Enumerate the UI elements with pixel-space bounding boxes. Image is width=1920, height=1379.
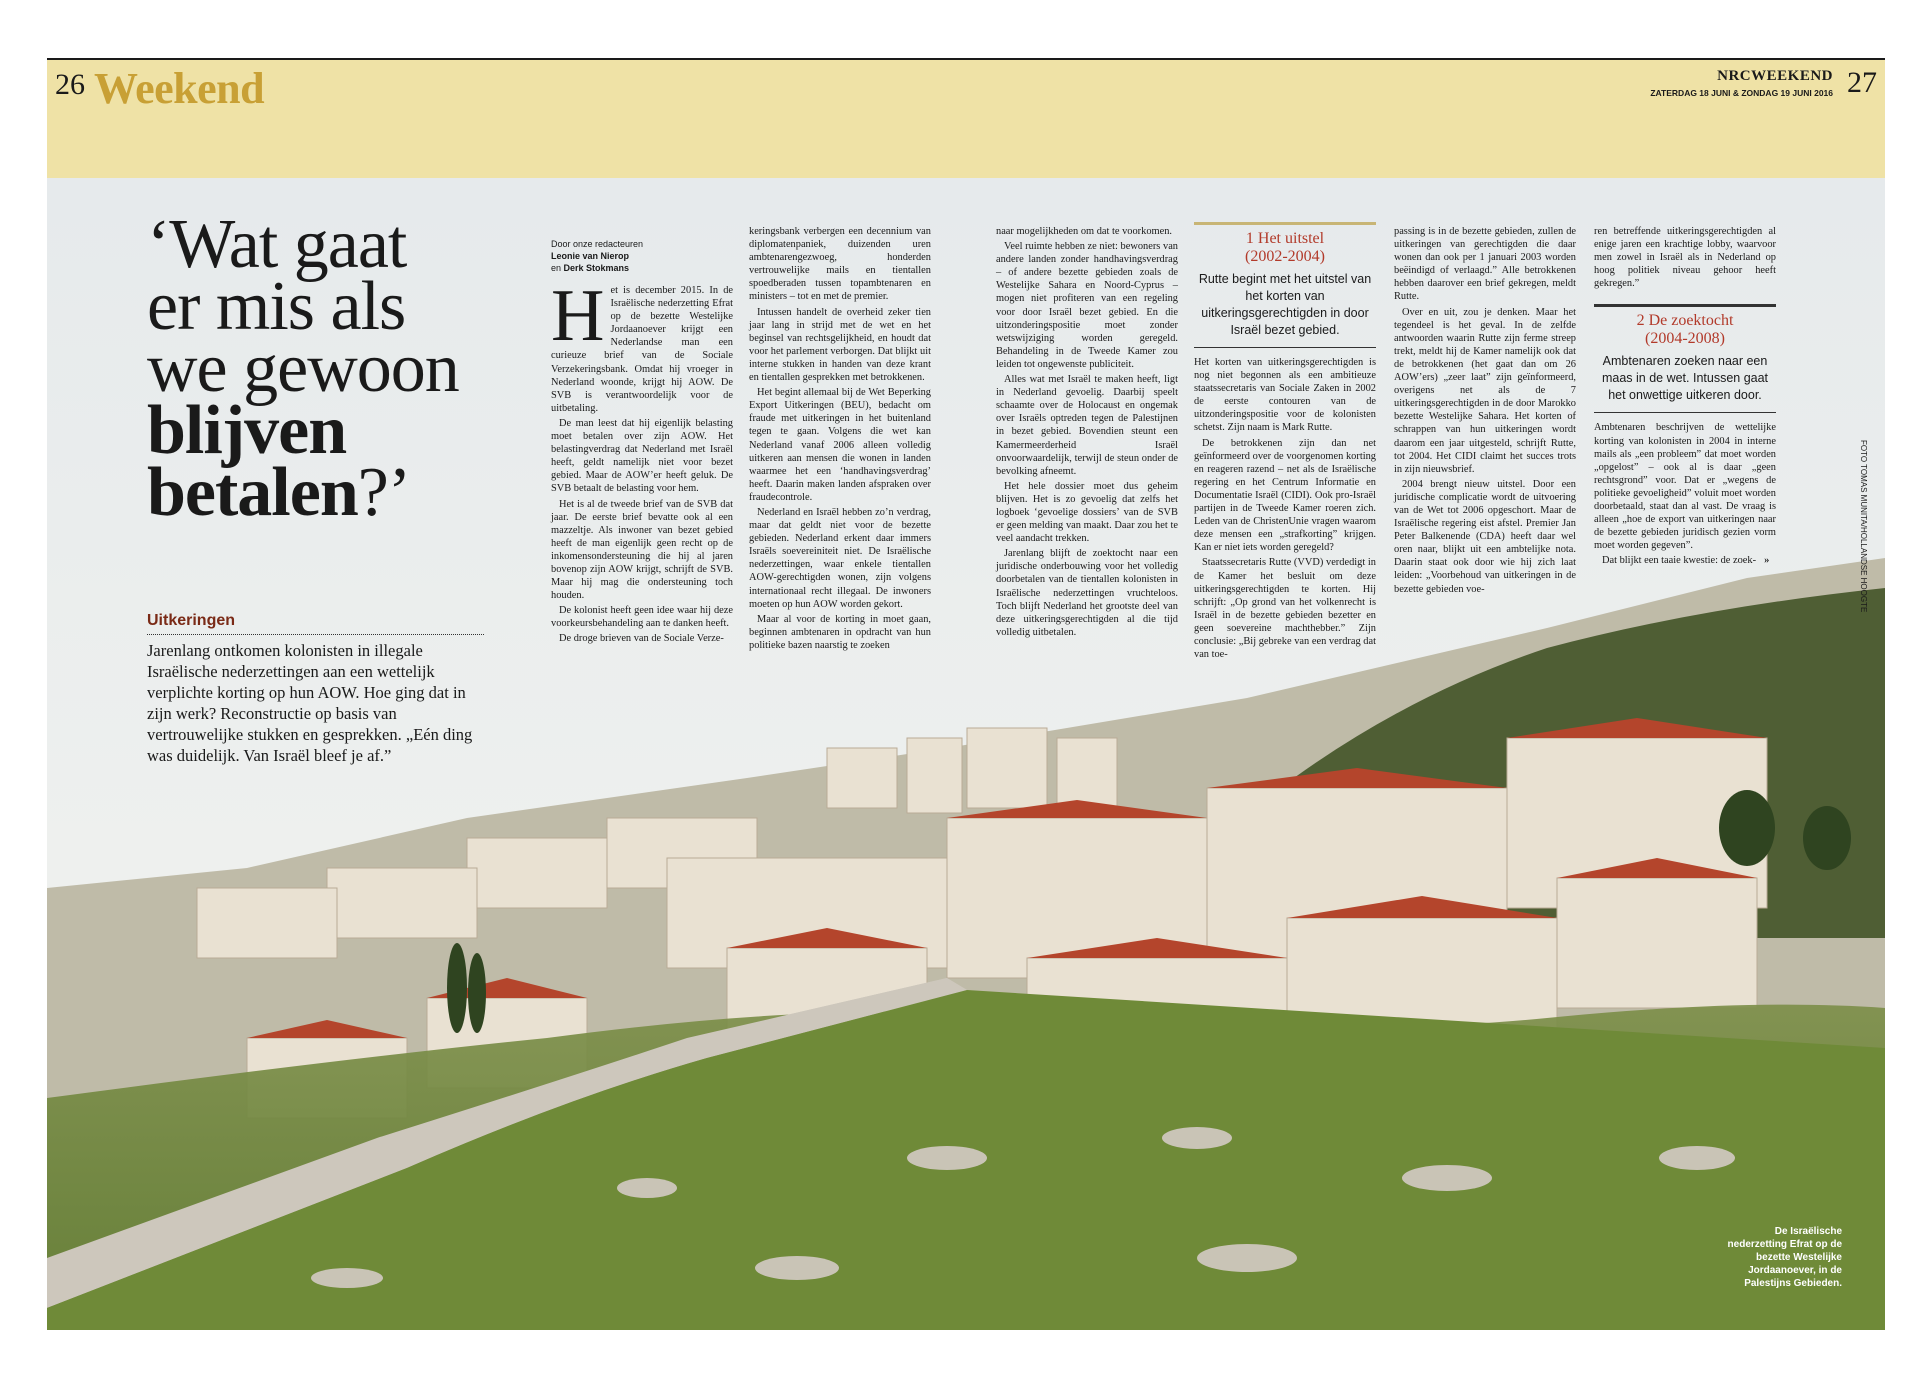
brand-logo: NRCWEEKEND [1717, 68, 1833, 84]
paragraph: Veel ruimte hebben ze niet: bewoners van andere landen zonder handhavingsverdrag – of andere bezette gebieden zoals de Westelijke Sahara en Noord-Cyprus – mogen niet profiteren van een regeling voor door Israël bezet gebied. En die uitzonderingspositie moet zonder wetswijziging worden geregeld. Behandeling in de Tweede Kamer zou leiden tot ongewenste publiciteit. [996, 241, 1178, 370]
divider [1594, 412, 1776, 413]
headline-line-2: er mis als [147, 268, 406, 345]
headline-line-3: we gewoon [147, 330, 459, 407]
section-title: Weekend [94, 64, 265, 113]
chapter-1-title: 1 Het uitstel [1245, 230, 1325, 247]
chapter-1-years: (2002-2004) [1245, 248, 1325, 265]
chapter-1-summary: Rutte begint met het uitstel van het korten van uitkeringsgerechtigden in door Israël bezet gebied. [1198, 272, 1372, 337]
paragraph: Alles wat met Israël te maken heeft, ligt in Nederland gevoelig. Daarbij speelt schaamte over de Holocaust en ongemak over Israëls optreden tegen de Palestijnen in bezet gebied. Bovendien steunt een Kamermeerderheid Israël onvoorwaardelijk, terwijl de steun onder de bevolking afneemt. [996, 374, 1178, 477]
article-column-2 [749, 225, 931, 654]
paragraph: keringsbank verbergen een decennium van diplomatenpaniek, duizenden uren ambtenarengezwoeg, honderden vertrouwelijke mails en tientallen spoedberaden tussen topambtenaren en ministers – tot en met de premier. [749, 226, 931, 303]
paragraph: naar mogelijkheden om dat te voorkomen. [996, 226, 1173, 237]
byline [551, 238, 733, 274]
intro-text: Jarenlang ontkomen kolonisten in illegale Israëlische nederzettingen aan een wettelijk verplichte korting op hun AOW. Hoe ging dat in zijn werk? Reconstructie op basis van vertrouwelijke stukken en gesprekken. „Eén ding was duidelijk. Van Israël bleef je af.” [147, 641, 473, 765]
page-number-right: 27 [1847, 66, 1877, 99]
headline-line-5-bold: betalen [147, 454, 358, 531]
divider [1194, 347, 1376, 348]
paragraph: Maar al voor de korting in moet gaan, beginnen ambtenaren in opdracht van hun politieke bazen naarstig te zoeken [749, 613, 931, 651]
paragraph: ren betreffende uitkeringsgerechtigden al enige jaren een krachtige lobby, waarvoor men zowel in Israël als in Nederland op hoog politiek niveau gehoor heeft gekregen.” [1594, 226, 1776, 290]
paragraph: De kolonist heeft geen idee waar hij deze voorkeursbehandeling aan te danken heeft. [551, 605, 733, 630]
chapter-1-header [1194, 222, 1376, 339]
paragraph: Staatssecretaris Rutte (VVD) verdedigt in de Kamer het besluit om deze uitkeringsgerechtigden te korten. Hij schrijft: „Op grond van het volkenrecht is Israël in de bezette gebieden bezetter en geen soevereine machthebber.” Zijn conclusie: „Bij gebreke van een verdrag dat van toe- [1194, 557, 1376, 661]
headline-line-1: ‘Wat gaat [147, 206, 407, 283]
page-number-left: 26 [55, 68, 85, 101]
paragraph: Dat blijkt een taaie kwestie: de zoek- [1602, 555, 1757, 567]
paragraph: Het hele dossier moet dus geheim blijven. Het is zo gevoelig dat zelfs het logboek ‘gevoelige dossiers’ van de SVB er geen melding van maakt. Daar zou het te veel aandacht trekken. [996, 480, 1178, 545]
photo-caption: De Israëlische nederzetting Efrat op de bezette Westelijke Jordaanoever, in de Palestijns Gebieden. [1727, 1226, 1842, 1289]
paragraph: Over en uit, zou je denken. Maar het tegendeel is het geval. In de zelfde antwoorden waarin Rutte zijn ferme streep trekt, meldt hij de Kamer namelijk ook dat de betrokkenen (het gaat dan om 26 AOW’ers) „zeer laat” zijn geïnformeerd, overigens net als de 7 uitkeringsgerechtigden in de door Marokko bezette Westelijke Sahara. Het korten of schrappen van hun uitkeringen wordt daarom een jaar uitgesteld, schrijft Rutte, tot 2004. Het CIDI claimt het succes trots in zijn nieuwsbrief. [1394, 306, 1576, 475]
paragraph: Het korten van uitkeringsgerechtigden is nog niet begonnen als een ambitieuze staatssecretaris van Sociale Zaken in 2002 de eerste contouren van de uitzonderingspositie voor de kolonisten schetst. Zijn naam is Mark Rutte. [1194, 357, 1376, 434]
paragraph: Intussen handelt de overheid zeker tien jaar lang in strijd met de wet en het beginsel van rechtsgelijkheid, en houdt dat voor het parlement verborgen. Dat blijkt uit interne stukken in handen van deze krant en tientallen gesprekken met betrokkenen. [749, 306, 931, 384]
headline-line-5-end: ?’ [357, 454, 411, 531]
chapter-2-years: (2004-2008) [1645, 330, 1725, 348]
chapter-2-header [1594, 304, 1776, 404]
continue-arrow-icon: » [1764, 555, 1770, 567]
paragraph: Nederland en Israël hebben zo’n verdrag, maar dat geldt niet voor de bezette gebieden. Nederland erkent daar immers Israëls soevereiniteit niet. De Israëlische nederzettingen, waar enkele tientallen AOW-gerechtigden wonen, zijn volgens internationaal recht illegaal. De inwoners moeten op hun AOW worden gekort. [749, 506, 931, 610]
paragraph: De droge brieven van de Sociale Verze- [559, 633, 724, 645]
headline [147, 206, 527, 531]
rubric: Uitkeringen [147, 612, 484, 635]
byline-author-2: Derk Stokmans [563, 263, 630, 273]
photo-credit: FOTO TOMAS MUNITA/HOLLANDSE HOOGTE [1859, 440, 1868, 613]
article-column-3 [996, 225, 1178, 641]
paragraph: 2004 brengt nieuw uitstel. Door een juridische complicatie wordt de uitvoering van de Wet tot 2006 opgeschort. Maar de Israëlische regering eist afstel. Premier Jan Peter Balkenende (CDA) heeft daar wel oren naar, blijkt uit een ambtelijke nota. Daarin staat ook door wie hij zich laat leiden: „Voorbehoud van uitkeringen in de bezette gebieden voe- [1394, 478, 1576, 595]
paragraph: passing is in de bezette gebieden, zullen de uitkeringen van gerechtigden die daar wonen dan ook per 1 januari 2003 worden beëindigd of verlaagd.” Alle betrokkenen hebben daarover een brief gekregen, meldt Rutte. [1394, 226, 1576, 303]
byline-author-1: Leonie van Nierop [551, 251, 630, 261]
article-column-1 [551, 238, 733, 648]
article-column-6 [1594, 225, 1776, 570]
headline-line-4: blijven [147, 392, 347, 469]
paragraph: et is december 2015. In de Israëlische nederzetting Efrat op de bezette Westelijke Jordaanoever krijgt een Nederlandse man een curieuze brief van de Sociale Verzekeringsbank. Omdat hij vroeger in Nederland woonde, krijgt hij AOW. De SVB is verantwoordelijk voor de uitbetaling. [551, 285, 733, 414]
paragraph: Het is al de tweede brief van de SVB dat jaar. De eerste brief bevatte ook al een mazzeltje. Als inwoner van bezet gebied heeft de man eigenlijk geen recht op de inkomensondersteuning die hij al jaren bovenop zijn AOW krijgt, schrijft de SVB. Maar hij mag die ondersteuning toch houden. [551, 498, 733, 602]
chapter-2-summary: Ambtenaren zoeken naar een maas in de wet. Intussen gaat het onwettige uitkeren door. [1601, 354, 1769, 403]
drop-cap: H [551, 275, 605, 357]
paragraph: Het begint allemaal bij de Wet Beperking Export Uitkeringen (BEU), bedacht om fraude met uitkeringen in het buitenland tegen te gaan. Volgens die wet kan Nederland vanaf 2006 alleen volledig uitkeren aan mensen die wonen in landen waarmee het een ‘handhavingsverdrag’ heeft. Daarin maken landen afspraken over fraudecontrole. [749, 387, 931, 503]
paragraph: Ambtenaren beschrijven de wettelijke korting van kolonisten in 2004 in interne mails als „een probleem” dat moet worden „opgelost” – ook al is daar „geen rechtsgrond” voor. Dat er „wegens de politieke gevoeligheid” voluit moet worden doorbetaald, staat dan al vast. De vraag is alleen „hoe de export van uitkeringen naar de bezette gebieden juridisch gezien vorm moet worden gegeven”. [1594, 422, 1776, 552]
paragraph: Jarenlang blijft de zoektocht naar een juridische onderbouwing voor het volledig doorbetalen van de tientallen kolonisten in Israëlische nederzettingen vruchteloos. Toch blijft Nederland het grootste deel van deze uitkeringsgerechtigden al die tijd volledig uitbetalen. [996, 548, 1178, 638]
article-column-5 [1394, 225, 1576, 598]
paragraph: De man leest dat hij eigenlijk belasting moet betalen over zijn AOW. Het belastingverdrag dat Nederland met Israël heeft, geldt namelijk niet voor bezet gebied. Maar de AOW’er heeft geluk. De SVB betaalt de belasting voor hem. [551, 417, 733, 495]
dateline: ZATERDAG 18 JUNI & ZONDAG 19 JUNI 2016 [1650, 88, 1833, 98]
byline-intro: Door onze redacteuren [551, 239, 644, 249]
paragraph: De betrokkenen zijn dan net geïnformeerd over de voorgenomen korting en reageren razend – net als de Israëlische regering en het Centrum Informatie en Documentatie Israël (CIDI). Ook pro-Israël partijen in de Tweede Kamer roeren zich. Leden van de ChristenUnie vragen waarom deze mensen een „strafkorting” krijgen. Kan er niet iets worden geregeld? [1194, 437, 1376, 554]
byline-joiner: en [551, 263, 562, 273]
page-header [47, 60, 1885, 178]
article-column-4 [1194, 222, 1376, 663]
chapter-2-title: 2 De zoektocht [1636, 312, 1734, 330]
